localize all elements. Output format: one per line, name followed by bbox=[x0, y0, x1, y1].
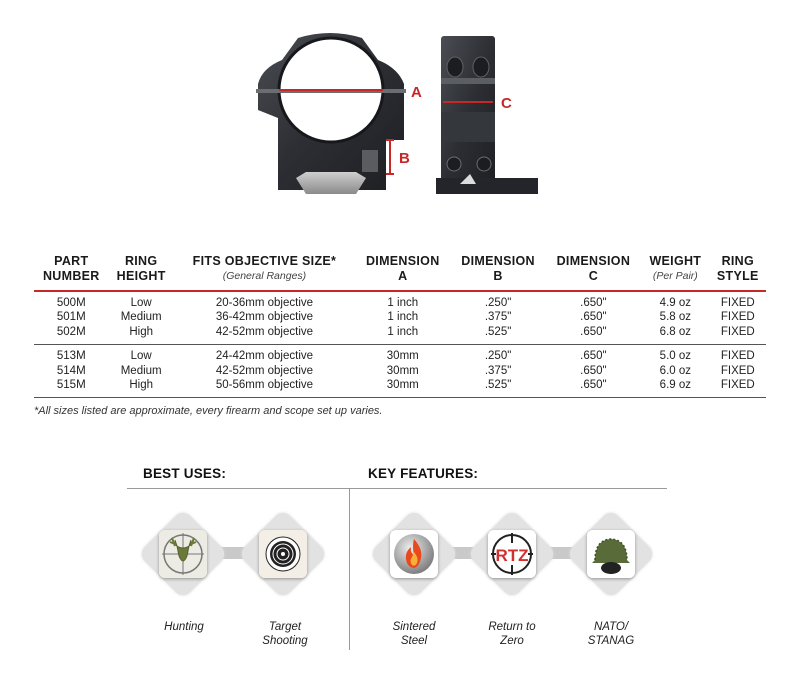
section-divider-vertical bbox=[349, 488, 350, 650]
cell-style: FIXED bbox=[720, 297, 755, 309]
cell-dim-b: .525" bbox=[450, 378, 545, 398]
cell-dim-c: .650" bbox=[580, 311, 607, 324]
cell-objective: 36-42mm objective bbox=[215, 311, 314, 324]
header-dimension-b: DIMENSION B bbox=[461, 254, 535, 283]
cell-objective: 42-52mm objective bbox=[174, 325, 355, 345]
cell-objective: 50-56mm objective bbox=[174, 378, 355, 398]
helmet-icon bbox=[587, 530, 635, 578]
table-row bbox=[34, 310, 766, 324]
sintered-steel-badge bbox=[366, 506, 462, 602]
header-objective-size: FITS OBJECTIVE SIZE* (General Ranges) bbox=[192, 254, 337, 282]
scope-ring-diagram bbox=[0, 0, 800, 240]
cell-height: Medium bbox=[120, 364, 162, 377]
rtz-crosshair-icon bbox=[488, 530, 536, 578]
return-to-zero-label: Return to Zero bbox=[488, 621, 536, 647]
table-row bbox=[34, 325, 766, 345]
cell-weight: 6.8 oz bbox=[641, 325, 710, 345]
cell-style: FIXED bbox=[720, 311, 755, 324]
cell-part: 501M bbox=[56, 311, 86, 324]
cell-weight: 5.0 oz bbox=[659, 350, 691, 363]
cell-weight: 6.9 oz bbox=[641, 378, 710, 398]
table-row bbox=[34, 345, 766, 364]
cell-part: 515M bbox=[34, 378, 109, 398]
cell-weight: 4.9 oz bbox=[659, 297, 691, 309]
flame-icon bbox=[390, 530, 438, 578]
header-ring-height: RING HEIGHT bbox=[116, 254, 166, 283]
cell-style: FIXED bbox=[720, 350, 755, 363]
cell-dim-a: 1 inch bbox=[387, 311, 419, 324]
header-part-number: PART NUMBER bbox=[42, 254, 100, 283]
cell-dim-b: .375" bbox=[484, 364, 512, 377]
cell-part: 514M bbox=[56, 364, 86, 377]
target-shooting-label: Target Shooting bbox=[262, 621, 308, 647]
table-row bbox=[34, 364, 766, 378]
table-header-row bbox=[34, 254, 766, 291]
cell-dim-b: .375" bbox=[484, 311, 512, 324]
cell-objective: 20-36mm objective bbox=[215, 297, 314, 309]
side-view-ring bbox=[436, 36, 538, 194]
table-row bbox=[34, 378, 766, 398]
front-view-ring bbox=[256, 33, 406, 194]
cell-dim-a: 30mm bbox=[386, 364, 419, 377]
cell-style: FIXED bbox=[710, 325, 766, 345]
nato-stanag-badge bbox=[563, 506, 659, 602]
cell-weight: 5.8 oz bbox=[659, 311, 691, 324]
cell-part: 513M bbox=[56, 350, 86, 363]
label-a: A bbox=[411, 84, 422, 101]
key-features-title: KEY FEATURES: bbox=[368, 466, 479, 481]
cell-height: High bbox=[109, 378, 174, 398]
return-to-zero-badge bbox=[464, 506, 560, 602]
cell-height: Low bbox=[130, 350, 152, 363]
header-ring-style: RING STYLE bbox=[716, 254, 759, 283]
section-divider-horizontal bbox=[127, 488, 667, 489]
label-b: B bbox=[399, 150, 410, 167]
cell-dim-c: .650" bbox=[580, 350, 607, 363]
cell-dim-a: 1 inch bbox=[387, 297, 419, 309]
cell-dim-a: 1 inch bbox=[355, 325, 450, 345]
cell-objective: 24-42mm objective bbox=[215, 350, 314, 363]
spec-table bbox=[34, 254, 766, 398]
nato-stanag-label: NATO/ STANAG bbox=[587, 621, 635, 647]
cell-dim-a: 30mm bbox=[386, 350, 419, 363]
hunting-badge bbox=[135, 506, 231, 602]
label-c: C bbox=[501, 95, 512, 112]
cell-style: FIXED bbox=[710, 378, 766, 398]
cell-part: 500M bbox=[56, 297, 86, 309]
cell-dim-c: .650" bbox=[546, 378, 641, 398]
cell-height: Low bbox=[130, 297, 152, 309]
cell-dim-c: .650" bbox=[580, 364, 607, 377]
rtz-text: RTZ bbox=[495, 546, 529, 565]
cell-objective: 42-52mm objective bbox=[215, 364, 314, 377]
cell-dim-c: .650" bbox=[580, 297, 607, 309]
hunting-label: Hunting bbox=[164, 621, 204, 633]
header-dimension-c: DIMENSION C bbox=[556, 254, 631, 283]
cell-dim-b: .525" bbox=[450, 325, 545, 345]
sintered-steel-label: Sintered Steel bbox=[392, 621, 436, 647]
cell-weight: 6.0 oz bbox=[659, 364, 691, 377]
footnote: *All sizes listed are approximate, every firearm and scope set up varies. bbox=[34, 405, 383, 417]
header-dimension-a: DIMENSION A bbox=[365, 254, 440, 283]
header-weight: WEIGHT (Per Pair) bbox=[649, 254, 702, 282]
table-row bbox=[34, 291, 766, 310]
cell-dim-a: 30mm bbox=[355, 378, 450, 398]
cell-style: FIXED bbox=[720, 364, 755, 377]
cell-part: 502M bbox=[34, 325, 109, 345]
cell-height: High bbox=[109, 325, 174, 345]
cell-dim-b: .250" bbox=[484, 350, 512, 363]
target-shooting-badge bbox=[235, 506, 331, 602]
target-icon bbox=[259, 530, 307, 578]
cell-height: Medium bbox=[120, 311, 162, 324]
cell-dim-c: .650" bbox=[546, 325, 641, 345]
deer-crosshair-icon bbox=[159, 530, 207, 578]
cell-dim-b: .250" bbox=[484, 297, 512, 309]
best-uses-title: BEST USES: bbox=[143, 466, 227, 481]
